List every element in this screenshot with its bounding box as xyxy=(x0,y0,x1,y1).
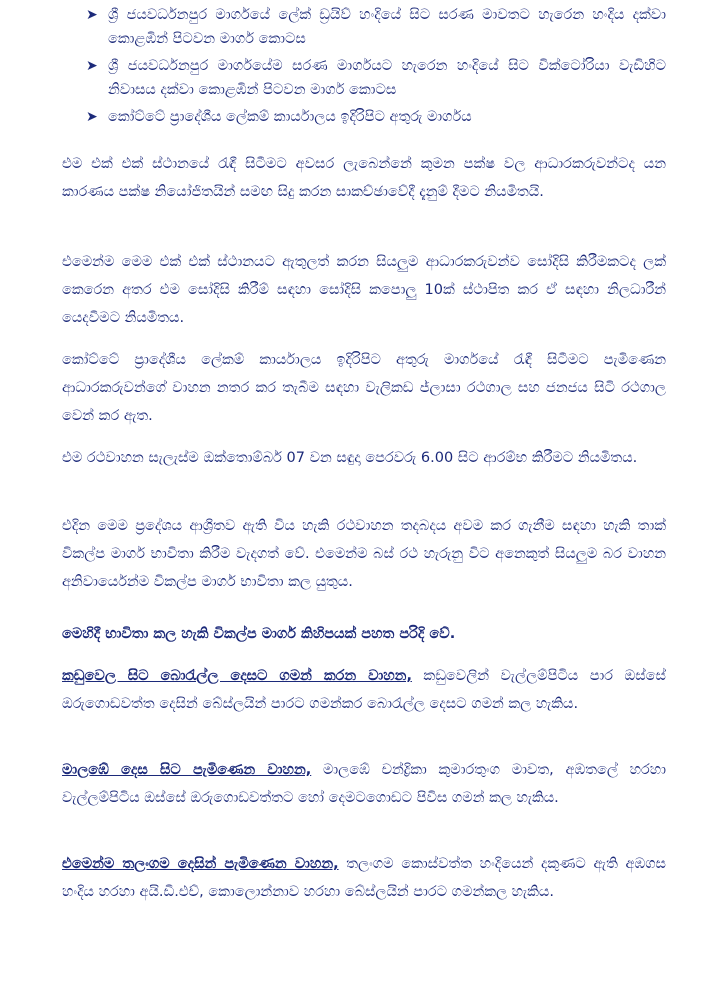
paragraph-congestion: එදින මෙම ප්‍රදේශය ආශ්‍රිතව ඇති විය හැකි රථවාහන තදබදය අවම කර ගැනීම සඳහා හැකි තාක් විකල්ප මාර්ග භාවිතා කිරීම වැදගත් වේ. එමෙන්ම බස් රථ හැරුනු විට අනෙකුත් සියලුම බර වාහන අනිවාර්යෙන්ම විකල්ප මාර්ග භාවිතා කල යුතුය. xyxy=(62,518,666,590)
route-heading-kaduwela: කඩුවෙල සිට බොරැල්ල දෙසට ගමන් කරන වාහන, xyxy=(62,668,412,684)
paragraph-talangama-route xyxy=(62,850,666,906)
bullet-text: ශ්‍රී ජයවර්ධනපුර මාර්ගයේ ලේක් ඩ්‍රයිව් හංදියේ සිට සරණ මාවතට හැරෙන හංදිය දක්වා කොළඹින් පිටවන මාර්ග කොටස xyxy=(108,7,666,47)
route-heading-malabe: මාලඹේ දෙස සිට පැමිණෙන වාහන, xyxy=(62,762,312,778)
paragraph-kaduwela-route xyxy=(62,662,666,718)
paragraph-inspection-points: එමෙන්ම මෙම එක් එක් ස්ථානයට ඇතුලත් කරන සියලුම ආධාරකරුවන්ව සෝදිසි කිරීමකටද ලක් කෙරෙන අතර එම සෝදිසි කිරීම් සඳහා සෝදිසි කපොලු 10ක් ස්ථාපිත කර ඒ සඳහා නිලධාරීන් යෙදවීමට නියමිතය. xyxy=(62,254,666,326)
arrow-bullet-icon: ➤ xyxy=(86,7,98,23)
paragraph-start-time: එම රථවාහන සැලැස්ම ඔක්තොම්බර් 07 වන සඳුදා පෙරවරු 6.00 සිට ආරම්භ කිරීමට නියමිතය. xyxy=(62,450,638,466)
route-heading-talangama: එමෙන්ම තලංගම දෙසින් පැමිණෙන වාහන, xyxy=(62,856,339,872)
route-text-malabe: මාලඹේ චන්ද්‍රිකා කුමාරතුංග මාවත, අඹතලේ හරහා වැල්ලම්පිටිය ඔස්සේ ඔරුගොඩවත්තට හෝ දෙමටගොඩට පිවිස ගමන් කල හැකිය. xyxy=(62,762,666,806)
paragraph-alternative-routes-heading: මෙහිදී භාවිතා කල හැකි විකල්ප මාර්ග කිහිපයක් පහත පරිදි වේ. xyxy=(62,626,456,642)
bullet-text: කෝට්ටේ ප්‍රාදේශීය ලේකම් කාර්යාලය ඉදිරිපිට අතුරු මාර්ගය xyxy=(108,109,472,125)
route-bullet-item xyxy=(86,105,666,129)
arrow-bullet-icon: ➤ xyxy=(86,58,98,74)
paragraph-party-supporters: එම එක් එක් ස්ථානයේ රැඳී සිටීමට අවසර ලැබෙන්නේ කුමන පක්ෂ වල ආධාරකරුවන්ටද යන කාරණය පක්ෂ නියෝජිතයින් සමඟ සිදු කරන සාකච්ඡාවේදී දැනුම් දීමට නියමිතයි. xyxy=(62,156,666,200)
route-bullet-item xyxy=(86,3,666,51)
route-text-talangama: තලංගම කොස්වත්ත හංදියෙන් දකුණට ඇති අඹගස හංදිය හරහා අයි.ඩී.එච්, කොලොන්නාව හරහා බේස්ලයින් පාරට ගමන්කල හැකිය. xyxy=(62,856,666,900)
route-bullet-list xyxy=(86,0,666,129)
paragraph-parking: කෝට්ටේ ප්‍රාදේශීය ලේකම් කාර්යාලය ඉදිරිපිට අතුරු මාර්ගයේ රැඳී සිටීමට පැමිණෙන ආධාරකරුවන්ගේ වාහන නතර කර තැබීම සඳහා වැලිකඩ ජ්ලාසා රථගාල සහ ජනජය සිටි රථගාල වෙන් කර ඇත. xyxy=(62,352,666,424)
paragraph-malabe-route xyxy=(62,756,666,812)
route-bullet-item xyxy=(86,54,666,102)
route-text-kaduwela: කඩුවෙලින් වැල්ලම්පිටිය පාර ඔස්සේ ඔරුගොඩවත්ත දෙසින් බේස්ලයින් පාරට ගමන්කර බොරැල්ල දෙසට ගමන් කල හැකිය. xyxy=(62,668,666,712)
bullet-text: ශ්‍රී ජයවර්ධනපුර මාර්ගයේම සරණ මාර්ගයට හැරෙන හංදියේ සිට වික්ටෝරියා වැඩිහිට නිවාසය දක්වා කොළඹින් පිටවන මාර්ග කොටස xyxy=(108,58,666,98)
arrow-bullet-icon: ➤ xyxy=(86,109,98,125)
